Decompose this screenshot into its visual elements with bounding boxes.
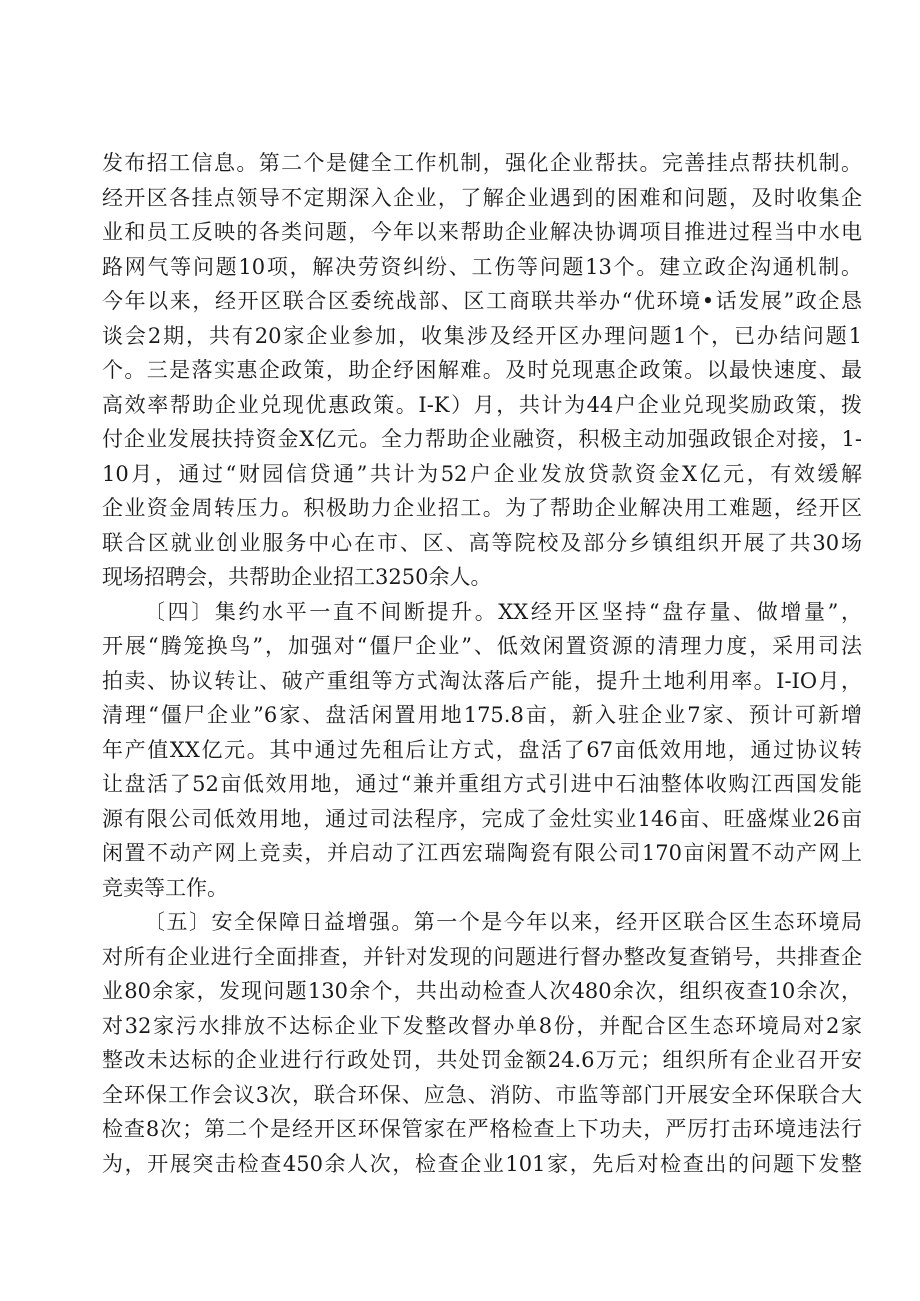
text-line: 对所有企业进行全面排查，并针对发现的问题进行督办整改复查销号，共排查企	[102, 944, 862, 969]
text-line: 整改未达标的企业进行行政处罚，共处罚金额24.6万元；组织所有企业召开安	[102, 1048, 862, 1072]
text-line: 谈会2期，共有20家企业参加，收集涉及经开区办理问题1个，已办结问题1	[102, 323, 862, 348]
text-line: 清理“僵尸企业”6家、盘活闲置用地175.8亩，新入驻企业7家、预计可新增	[102, 703, 862, 727]
text-line: 业80余家，发现问题130余个，共出动检查人次480余次，组织夜查10余次，	[102, 979, 862, 1003]
text-line: 10月，通过“财园信贷通”共计为52户企业发放贷款资金X亿元，有效缓解	[102, 461, 862, 486]
text-line: 付企业发展扶持资金X亿元。全力帮助企业融资，积极主动加强政银企对接，1-	[102, 427, 862, 451]
text-line: 经开区各挂点领导不定期深入企业，了解企业遇到的困难和问题，及时收集企	[102, 185, 862, 210]
text-line: 闲置不动产网上竞卖，并启动了江西宏瑞陶瓷有限公司170亩闲置不动产网上	[102, 841, 862, 865]
text-line: 现场招聘会，共帮助企业招工3250余人。	[102, 565, 492, 589]
text-line: 联合区就业创业服务中心在市、区、高等院校及部分乡镇组织开展了共30场	[102, 530, 862, 555]
text-line: 企业资金周转压力。积极助力企业招工。为了帮助企业解决用工难题，经开区	[102, 496, 862, 520]
body-text	[102, 146, 862, 1181]
text-line: 今年以来，经开区联合区委统战部、区工商联共举办“优环境•话发展”政企恳	[102, 289, 862, 313]
text-line: 个。三是落实惠企政策，助企纾困解难。及时兑现惠企政策。以最快速度、最	[102, 358, 862, 382]
text-line: 对32家污水排放不达标企业下发整改督办单8份，并配合区生态环境局对2家	[102, 1013, 862, 1038]
text-line: 高效率帮助企业兑现优惠政策。I-K）月，共计为44户企业兑现奖励政策，拨	[102, 392, 862, 417]
text-line: 年产值XX亿元。其中通过先租后让方式，盘活了67亩低效用地，通过协议转	[102, 737, 862, 762]
text-line: 检查8次；第二个是经开区环保管家在严格检查上下功夫，严厉打击环境违法行	[102, 1117, 862, 1141]
text-line: 开展“腾笼换鸟”，加强对“僵尸企业”、低效闲置资源的清理力度，采用司法	[102, 634, 862, 658]
text-line: 业和员工反映的各类问题，今年以来帮助企业解决协调项目推进过程当中水电	[102, 220, 862, 244]
text-line: 让盘活了52亩低效用地，通过“兼并重组方式引进中石油整体收购江西国发能	[102, 772, 862, 796]
section-heading-line: 〔五〕安全保障日益增强。第一个是今年以来，经开区联合区生态环境局	[144, 910, 862, 934]
text-line: 全环保工作会议3次，联合环保、应急、消防、市监等部门开展安全环保联合大	[102, 1082, 862, 1107]
text-line: 路网气等问题10项，解决劳资纠纷、工伤等问题13个。建立政企沟通机制。	[102, 254, 862, 279]
text-line: 源有限公司低效用地，通过司法程序，完成了金灶实业146亩、旺盛煤业26亩	[102, 806, 862, 831]
text-line: 发布招工信息。第二个是健全工作机制，强化企业帮扶。完善挂点帮扶机制。	[102, 151, 862, 175]
text-line: 拍卖、协议转让、破产重组等方式淘汰落后产能，提升土地利用率。I-IO月，	[102, 668, 862, 693]
text-line: 为，开展突击检查450余人次，检查企业101家，先后对检查出的问题下发整	[102, 1151, 862, 1176]
section-heading-line: 〔四〕集约水平一直不间断提升。XX经开区坚持“盘存量、做增量”，	[144, 599, 862, 624]
text-line: 竞卖等工作。	[102, 875, 228, 900]
